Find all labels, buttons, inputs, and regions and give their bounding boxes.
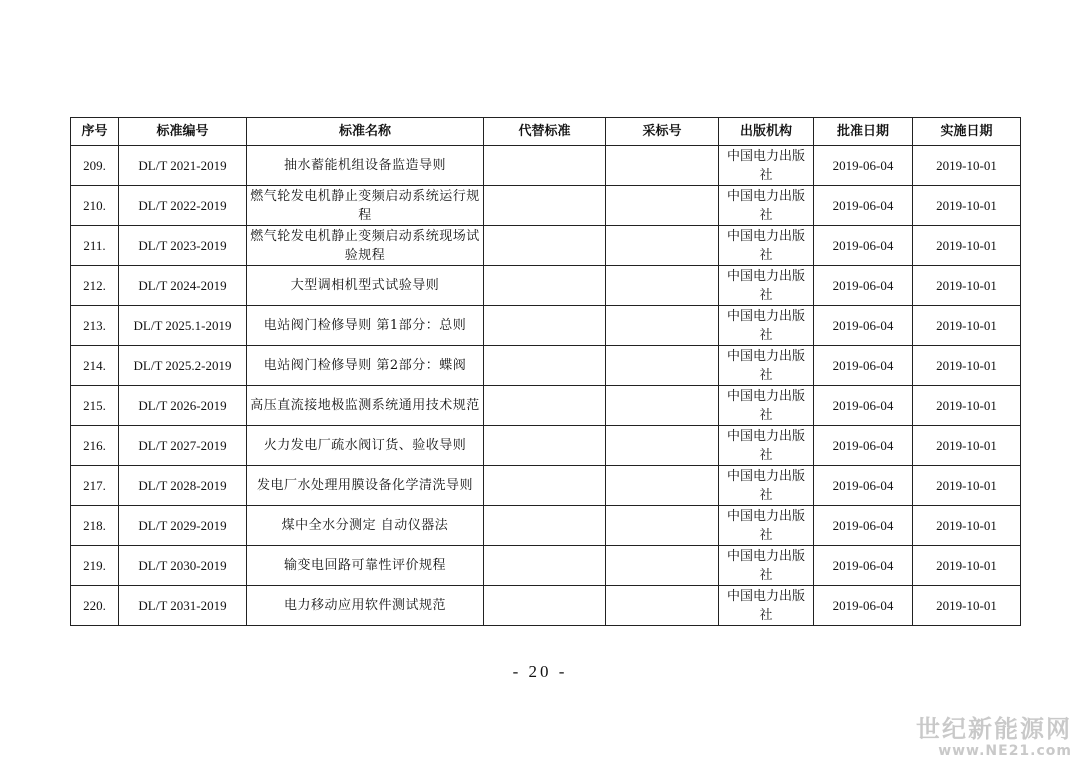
row-code: DL/T 2021-2019 [119,146,247,186]
row-code: DL/T 2029-2019 [119,506,247,546]
row-code: DL/T 2023-2019 [119,226,247,266]
row-serial: 217. [71,466,119,506]
row-publisher: 中国电力出版社 [719,346,814,386]
row-code: DL/T 2025.2-2019 [119,346,247,386]
row-approve-date: 2019-06-04 [814,386,913,426]
row-serial: 215. [71,386,119,426]
row-serial: 213. [71,306,119,346]
header-adopt: 采标号 [606,118,719,146]
row-serial: 212. [71,266,119,306]
row-name: 电力移动应用软件测试规范 [247,586,484,626]
row-serial: 219. [71,546,119,586]
row-approve-date: 2019-06-04 [814,226,913,266]
row-name: 电站阀门检修导则 第2部分：蝶阀 [247,346,484,386]
row-name: 火力发电厂疏水阀订货、验收导则 [247,426,484,466]
table-row [71,386,1021,426]
row-adopt [606,306,719,346]
row-replace [484,586,606,626]
row-replace [484,146,606,186]
row-replace [484,306,606,346]
table-row [71,226,1021,266]
table-row [71,546,1021,586]
row-publisher: 中国电力出版社 [719,586,814,626]
row-serial: 220. [71,586,119,626]
row-implement-date: 2019-10-01 [913,146,1021,186]
row-code: DL/T 2030-2019 [119,546,247,586]
header-name: 标准名称 [247,118,484,146]
row-replace [484,346,606,386]
row-approve-date: 2019-06-04 [814,546,913,586]
row-code: DL/T 2022-2019 [119,186,247,226]
row-implement-date: 2019-10-01 [913,306,1021,346]
row-publisher: 中国电力出版社 [719,546,814,586]
row-approve-date: 2019-06-04 [814,306,913,346]
row-implement-date: 2019-10-01 [913,586,1021,626]
row-adopt [606,186,719,226]
header-publisher: 出版机构 [719,118,814,146]
row-replace [484,266,606,306]
table-row [71,306,1021,346]
row-publisher: 中国电力出版社 [719,426,814,466]
row-publisher: 中国电力出版社 [719,506,814,546]
row-implement-date: 2019-10-01 [913,506,1021,546]
table-row [71,186,1021,226]
row-implement-date: 2019-10-01 [913,546,1021,586]
header-implement-date: 实施日期 [913,118,1021,146]
row-implement-date: 2019-10-01 [913,266,1021,306]
table-row [71,466,1021,506]
row-code: DL/T 2028-2019 [119,466,247,506]
row-adopt [606,426,719,466]
row-replace [484,386,606,426]
row-code: DL/T 2024-2019 [119,266,247,306]
standards-table [70,117,1021,626]
row-adopt [606,506,719,546]
row-publisher: 中国电力出版社 [719,146,814,186]
watermark-url: www.NE21.com [938,743,1072,759]
watermark-title: 世纪新能源网 [916,715,1072,743]
row-implement-date: 2019-10-01 [913,346,1021,386]
row-approve-date: 2019-06-04 [814,186,913,226]
table-row [71,426,1021,466]
header-serial: 序号 [71,118,119,146]
row-serial: 216. [71,426,119,466]
row-approve-date: 2019-06-04 [814,426,913,466]
row-publisher: 中国电力出版社 [719,386,814,426]
row-name: 燃气轮发电机静止变频启动系统现场试验规程 [247,226,484,266]
row-implement-date: 2019-10-01 [913,426,1021,466]
row-replace [484,426,606,466]
row-serial: 211. [71,226,119,266]
row-name: 大型调相机型式试验导则 [247,266,484,306]
row-name: 抽水蓄能机组设备监造导则 [247,146,484,186]
row-adopt [606,346,719,386]
row-code: DL/T 2027-2019 [119,426,247,466]
row-implement-date: 2019-10-01 [913,186,1021,226]
row-publisher: 中国电力出版社 [719,266,814,306]
table-row [71,266,1021,306]
row-adopt [606,146,719,186]
row-name: 燃气轮发电机静止变频启动系统运行规程 [247,186,484,226]
row-serial: 209. [71,146,119,186]
table-row [71,586,1021,626]
row-adopt [606,586,719,626]
table-row [71,346,1021,386]
row-adopt [606,226,719,266]
row-replace [484,186,606,226]
row-name: 输变电回路可靠性评价规程 [247,546,484,586]
row-adopt [606,466,719,506]
row-publisher: 中国电力出版社 [719,226,814,266]
row-implement-date: 2019-10-01 [913,226,1021,266]
site-watermark [916,717,1072,758]
row-adopt [606,546,719,586]
row-approve-date: 2019-06-04 [814,146,913,186]
row-approve-date: 2019-06-04 [814,346,913,386]
table-header-row [71,118,1021,146]
row-adopt [606,386,719,426]
header-code: 标准编号 [119,118,247,146]
row-code: DL/T 2026-2019 [119,386,247,426]
row-name: 电站阀门检修导则 第1部分：总则 [247,306,484,346]
row-publisher: 中国电力出版社 [719,306,814,346]
row-serial: 214. [71,346,119,386]
row-approve-date: 2019-06-04 [814,586,913,626]
table-row [71,506,1021,546]
row-code: DL/T 2031-2019 [119,586,247,626]
row-replace [484,546,606,586]
row-serial: 218. [71,506,119,546]
row-replace [484,226,606,266]
page-number: - 20 - [512,662,568,681]
row-approve-date: 2019-06-04 [814,466,913,506]
row-name: 发电厂水处理用膜设备化学清洗导则 [247,466,484,506]
row-approve-date: 2019-06-04 [814,506,913,546]
row-approve-date: 2019-06-04 [814,266,913,306]
row-implement-date: 2019-10-01 [913,466,1021,506]
row-adopt [606,266,719,306]
row-name: 煤中全水分测定 自动仪器法 [247,506,484,546]
row-replace [484,506,606,546]
row-serial: 210. [71,186,119,226]
row-publisher: 中国电力出版社 [719,466,814,506]
row-replace [484,466,606,506]
header-replace: 代替标准 [484,118,606,146]
header-approve-date: 批准日期 [814,118,913,146]
row-name: 高压直流接地极监测系统通用技术规范 [247,386,484,426]
row-implement-date: 2019-10-01 [913,386,1021,426]
row-code: DL/T 2025.1-2019 [119,306,247,346]
table-row [71,146,1021,186]
row-publisher: 中国电力出版社 [719,186,814,226]
